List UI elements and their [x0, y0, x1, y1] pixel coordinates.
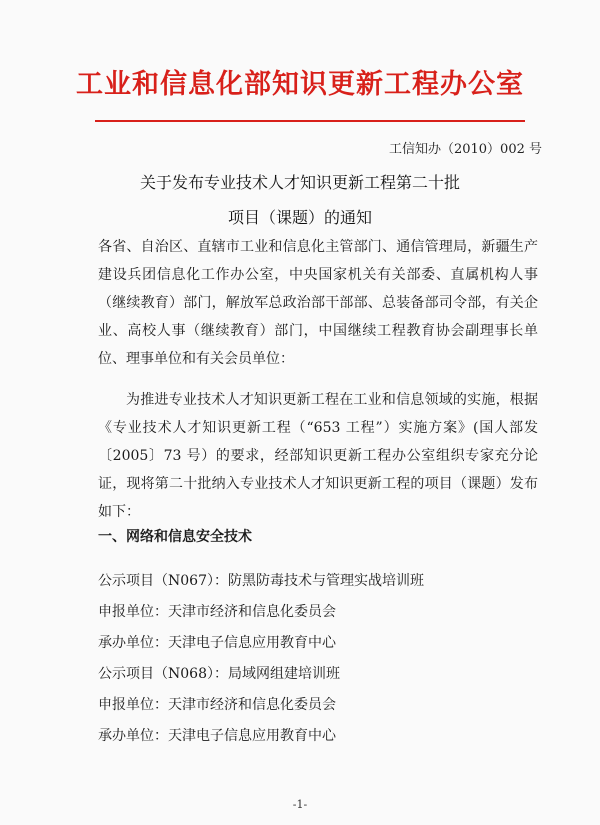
- item-value: 天津电子信息应用教育中心: [168, 635, 336, 651]
- body-paragraph: 为推进专业技术人才知识更新工程在工业和信息领域的实施，根据《专业技术人才知识更新工程（“653 工程”）实施方案》(国人部发〔2005〕73 号）的要求，经部知识更新工程办公室组织专家充分论证，现将第二十批纳入专业技术人才知识更新工程的项目（课题）发布如下：: [98, 392, 538, 520]
- document-number: 工信知办（2010）002 号: [388, 142, 542, 157]
- item-value: 局域网组建培训班: [227, 666, 340, 682]
- item-value: 天津市经济和信息化委员会: [168, 604, 336, 620]
- list-item: [98, 570, 424, 590]
- addressee-paragraph: 各省、自治区、直辖市工业和信息化主管部门、通信管理局，新疆生产建设兵团信息化工作办公室，中央国家机关有关部委、直属机构人事（继续教育）部门，解放军总政治部干部部、总装备部司令部，有关企业、高校人事（继续教育）部门，中国继续工程教育协会副理事长单位、理事单位和有关会员单位：: [98, 239, 538, 367]
- item-label: 申报单位：: [98, 604, 168, 620]
- item-label: 公示项目（N068）：: [98, 666, 228, 682]
- letterhead-rule: [95, 120, 525, 122]
- list-item: [98, 725, 336, 745]
- item-value: 天津市经济和信息化委员会: [168, 697, 336, 713]
- list-item: [98, 663, 340, 683]
- page-number: -1-: [292, 798, 308, 811]
- office-letterhead: 工业和信息化部知识更新工程办公室: [76, 69, 524, 100]
- list-item: [98, 694, 336, 714]
- item-label: 公示项目（N067）：: [98, 573, 228, 589]
- item-label: 承办单位：: [98, 635, 168, 651]
- item-value: 防黑防毒技术与管理实战培训班: [227, 573, 424, 589]
- item-label: 申报单位：: [98, 697, 168, 713]
- document-title-line-2: 项目（课题）的通知: [227, 208, 372, 227]
- item-label: 承办单位：: [98, 728, 168, 744]
- document-title-line-1: 关于发布专业技术人才知识更新工程第二十批: [139, 173, 460, 192]
- list-item: [98, 632, 336, 652]
- item-value: 天津电子信息应用教育中心: [168, 728, 336, 744]
- section-heading: 一、网络和信息安全技术: [98, 529, 252, 545]
- list-item: [98, 601, 336, 621]
